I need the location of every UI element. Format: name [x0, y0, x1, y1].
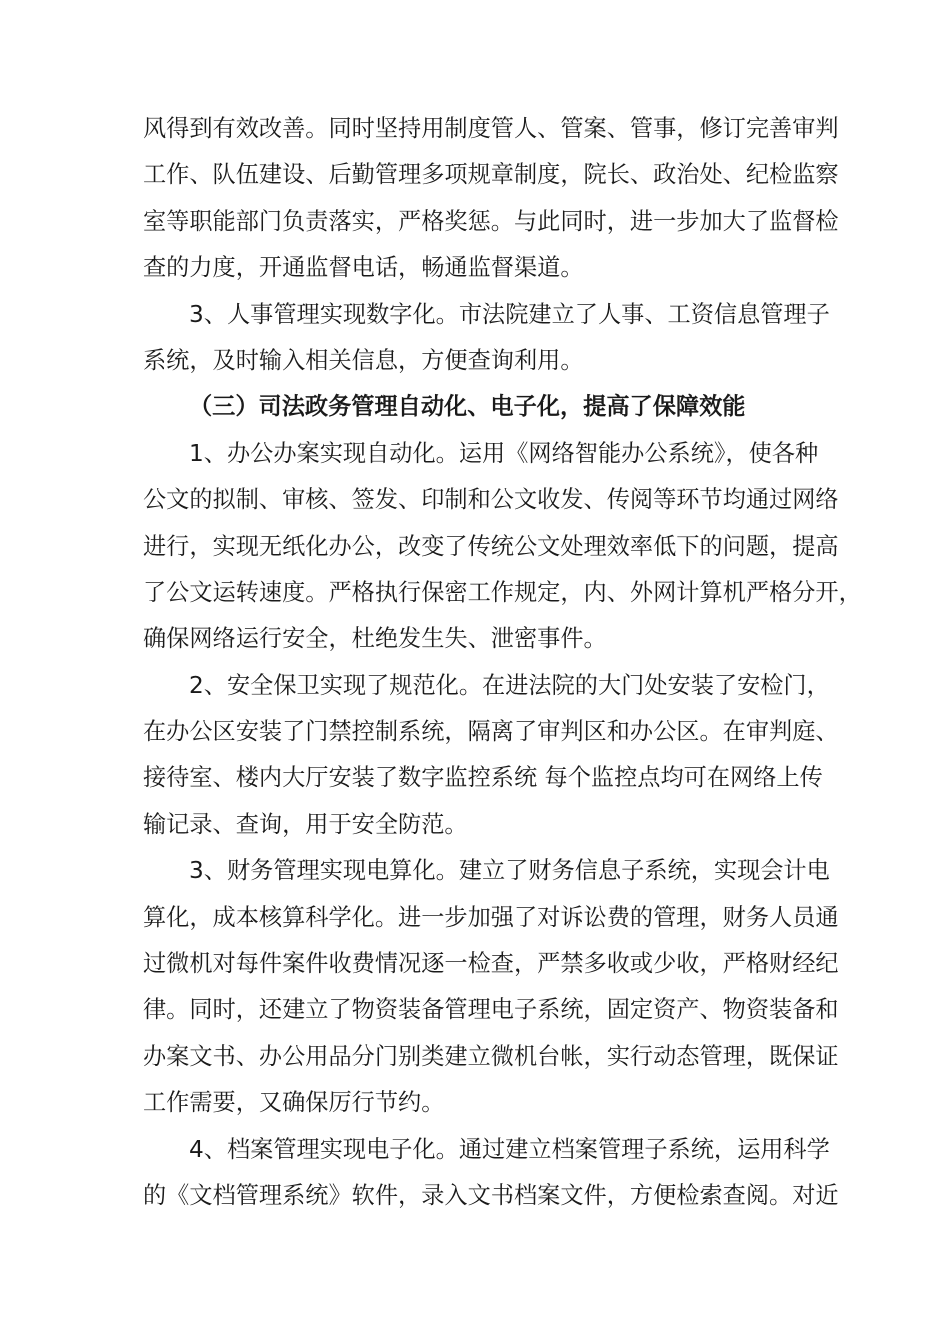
text-line: 风得到有效改善。同时坚持用制度管人、管案、管事，修订完善审判: [143, 115, 839, 142]
paragraph-first-line: 2、安全保卫实现了规范化。在进法院的大门处安装了安检门，: [189, 671, 830, 699]
text-line: 工作、队伍建设、后勤管理多项规章制度，院长、政治处、纪检监察: [143, 161, 839, 189]
text-line: 工作需要，又确保厉行节约。: [143, 1089, 445, 1117]
text-line: 确保网络运行安全，杜绝发生失、泄密事件。: [143, 625, 607, 653]
text-line: 了公文运转速度。严格执行保密工作规定，内、外网计算机严格分开，: [143, 578, 862, 606]
text-line: 输记录、查询，用于安全防范。: [143, 810, 468, 838]
text-line: 算化，成本核算科学化。进一步加强了对诉讼费的管理，财务人员通: [143, 903, 839, 931]
text-line: 进行，实现无纸化办公，改变了传统公文处理效率低下的问题，提高: [143, 532, 839, 560]
text-line: 办案文书、办公用品分门别类建立微机台帐，实行动态管理，既保证: [143, 1042, 839, 1070]
paragraph-first-line: 3、财务管理实现电算化。建立了财务信息子系统，实现会计电: [189, 857, 830, 885]
text-line: 接待室、楼内大厅安装了数字监控系统 每个监控点均可在网络上传: [143, 764, 823, 792]
text-line: 过微机对每件案件收费情况逐一检查，严禁多收或少收，严格财经纪: [143, 950, 839, 978]
text-line: 室等职能部门负责落实，严格奖惩。与此同时，进一步加大了监督检: [143, 207, 839, 235]
paragraph-first-line: 4、档案管理实现电子化。通过建立档案管理子系统，运用科学: [189, 1135, 830, 1163]
text-line: 查的力度，开通监督电话，畅通监督渠道。: [143, 254, 584, 282]
section-heading: （三）司法政务管理自动化、电子化，提高了保障效能: [189, 393, 746, 421]
document-body: [143, 106, 862, 1219]
paragraph-first-line: 3、人事管理实现数字化。市法院建立了人事、工资信息管理子: [189, 300, 830, 328]
text-line: 公文的拟制、审核、签发、印制和公文收发、传阅等环节均通过网络: [143, 486, 839, 514]
text-line: 的《文档管理系统》软件，录入文书档案文件，方便检索查阅。对近: [143, 1181, 839, 1209]
text-line: 系统，及时输入相关信息，方便查询利用。: [143, 346, 584, 374]
text-line: 律。同时，还建立了物资装备管理电子系统，固定资产、物资装备和: [143, 996, 839, 1024]
paragraph-first-line: 1、办公办案实现自动化。运用《网络智能办公系统》，使各种: [189, 439, 819, 467]
text-line: 在办公区安装了门禁控制系统，隔离了审判区和办公区。在审判庭、: [143, 718, 839, 746]
